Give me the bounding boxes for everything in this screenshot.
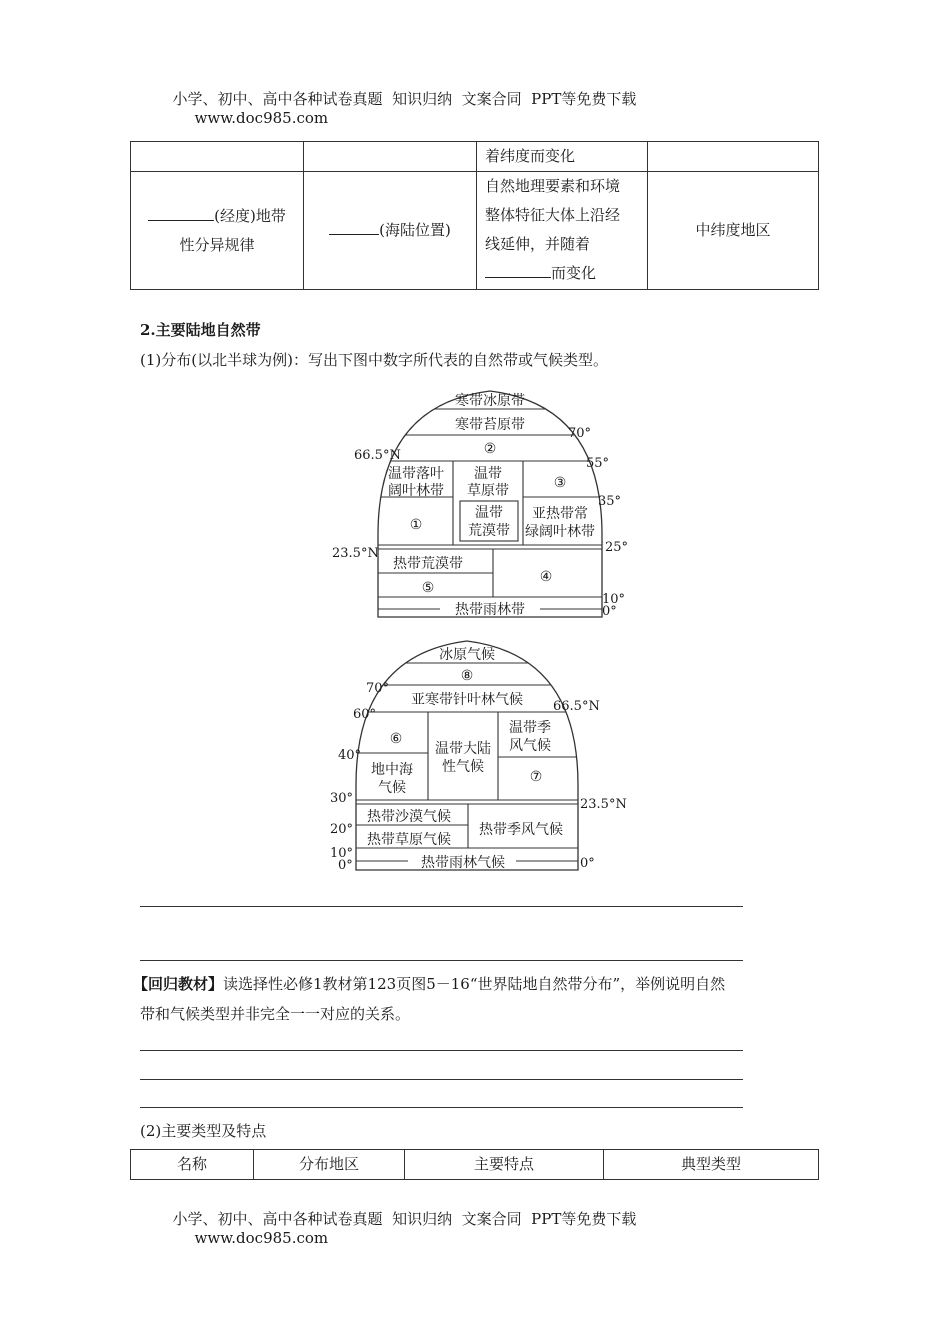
lat-label: 70° (366, 681, 390, 696)
zone-label: 荒漠带 (468, 523, 510, 539)
return-note-line1 (133, 973, 725, 995)
top-row2-c2 (303, 171, 477, 290)
c3-line: 自然地理要素和环境 (485, 177, 621, 195)
climate-type-diagram (320, 635, 640, 875)
climate-label: 亚寒带针叶林气候 (411, 692, 523, 708)
climate-label: 冰原气候 (439, 647, 495, 663)
zone-number: ⑤ (421, 580, 435, 596)
fill-blank[interactable] (329, 216, 379, 235)
lat-label: 10° (602, 592, 626, 607)
header-text: 小学、初中、高中各种试卷真题 知识归纳 文案合同 PPT等免费下载 (172, 90, 637, 108)
header-cell-text: 名称 (176, 1155, 207, 1173)
return-note-text: 读选择性必修1教材第123页图5－16“世界陆地自然带分布”，举例说明自然 (223, 975, 726, 993)
zone-label: 热带雨林带 (455, 602, 525, 618)
zone-label: 亚热带常 (532, 506, 588, 522)
header-cell-text: 典型类型 (680, 1155, 741, 1173)
page-header (163, 70, 636, 127)
c1-line2: 性分异规律 (179, 235, 255, 254)
zone-number: ③ (553, 475, 567, 491)
zone-label: 寒带苔原带 (455, 417, 525, 433)
c3-line: 线延伸，并随着 (485, 235, 591, 253)
climate-label: 气候 (378, 780, 406, 796)
header-site: www.doc985.com (194, 109, 329, 127)
lat-label: 66.5°N (354, 448, 401, 463)
lat-label: 0° (580, 856, 595, 871)
lat-label: 10° (330, 846, 354, 861)
return-note-line2: 带和气候类型并非完全一一对应的关系。 (140, 1005, 411, 1023)
lat-label: 0° (602, 604, 617, 619)
lat-label: 30° (330, 791, 354, 806)
climate-label: 热带季风气候 (479, 822, 563, 838)
climate-number: ⑥ (389, 731, 403, 747)
top-row2-c3 (476, 171, 648, 290)
top-table-cell (130, 141, 304, 172)
return-note-tag: 【回归教材】 (133, 975, 224, 993)
climate-label: 性气候 (442, 759, 484, 775)
c1-suffix: (经度)地带 (214, 206, 286, 225)
header-cell-text: 主要特点 (473, 1155, 534, 1173)
answer-line[interactable] (140, 906, 743, 907)
climate-label: 风气候 (509, 738, 551, 754)
zone-label: 绿阔叶林带 (525, 524, 595, 540)
climate-label: 热带雨林气候 (421, 855, 505, 871)
c2-suffix: (海陆位置) (379, 221, 451, 239)
climate-label: 温带季 (509, 720, 551, 736)
lat-label: 23.5°N (332, 546, 379, 561)
answer-line[interactable] (140, 1050, 743, 1051)
lat-label: 60° (353, 707, 377, 722)
c4-text: 中纬度地区 (695, 221, 771, 239)
climate-label: 温带大陆 (435, 741, 491, 757)
climate-label: 地中海 (371, 762, 413, 778)
top-row2-c4 (647, 171, 819, 290)
lat-label: 70° (568, 426, 592, 441)
top-row2-c1 (130, 171, 304, 290)
bottom-table-header (253, 1149, 405, 1180)
zone-label: 阔叶林带 (388, 483, 444, 499)
top-table-cell (303, 141, 477, 172)
top-row1-c3: 着纬度而变化 (485, 147, 576, 165)
answer-line[interactable] (140, 960, 743, 961)
top-table-cell (476, 141, 648, 172)
c3-line: 整体特征大体上沿经 (485, 206, 621, 224)
lat-label: 0° (338, 858, 353, 873)
page-footer (163, 1190, 636, 1247)
zone-number: ① (409, 517, 423, 533)
climate-number: ⑦ (529, 769, 543, 785)
zone-label: 热带荒漠带 (393, 556, 463, 572)
bottom-table-header (404, 1149, 604, 1180)
footer-text: 小学、初中、高中各种试卷真题 知识归纳 文案合同 PPT等免费下载 (172, 1210, 637, 1228)
bottom-table-header (603, 1149, 819, 1180)
bottom-table-header (130, 1149, 254, 1180)
top-table-cell (647, 141, 819, 172)
lat-label: 23.5°N (580, 797, 627, 812)
lat-label: 35° (598, 494, 622, 509)
climate-number: ⑧ (460, 668, 474, 684)
lat-label: 20° (330, 822, 354, 837)
zone-label: 温带 (474, 466, 502, 482)
section-title: 2.主要陆地自然带 (140, 321, 261, 339)
lat-label: 25° (605, 540, 629, 555)
zone-label: 温带落叶 (388, 466, 444, 482)
zone-label: 温带 (475, 505, 503, 521)
fill-blank[interactable] (485, 259, 551, 278)
zone-number: ④ (539, 569, 553, 585)
zone-label: 草原带 (467, 483, 509, 499)
natural-zone-diagram (320, 385, 640, 625)
climate-label: 热带沙漠气候 (367, 809, 451, 825)
sub-question-1: (1)分布(以北半球为例)：写出下图中数字所代表的自然带或气候类型。 (140, 351, 608, 369)
c3-suffix: 而变化 (551, 264, 597, 282)
footer-site: www.doc985.com (194, 1229, 329, 1247)
fill-blank[interactable] (148, 202, 214, 221)
lat-label: 55° (586, 456, 610, 471)
zone-number: ② (483, 441, 497, 457)
lat-label: 40° (338, 748, 362, 763)
climate-label: 热带草原气候 (367, 832, 451, 848)
answer-line[interactable] (140, 1079, 743, 1080)
sub-question-2: (2)主要类型及特点 (140, 1122, 267, 1140)
lat-label: 66.5°N (553, 699, 600, 714)
zone-label: 寒带冰原带 (455, 393, 525, 409)
answer-line[interactable] (140, 1107, 743, 1108)
header-cell-text: 分布地区 (298, 1155, 359, 1173)
